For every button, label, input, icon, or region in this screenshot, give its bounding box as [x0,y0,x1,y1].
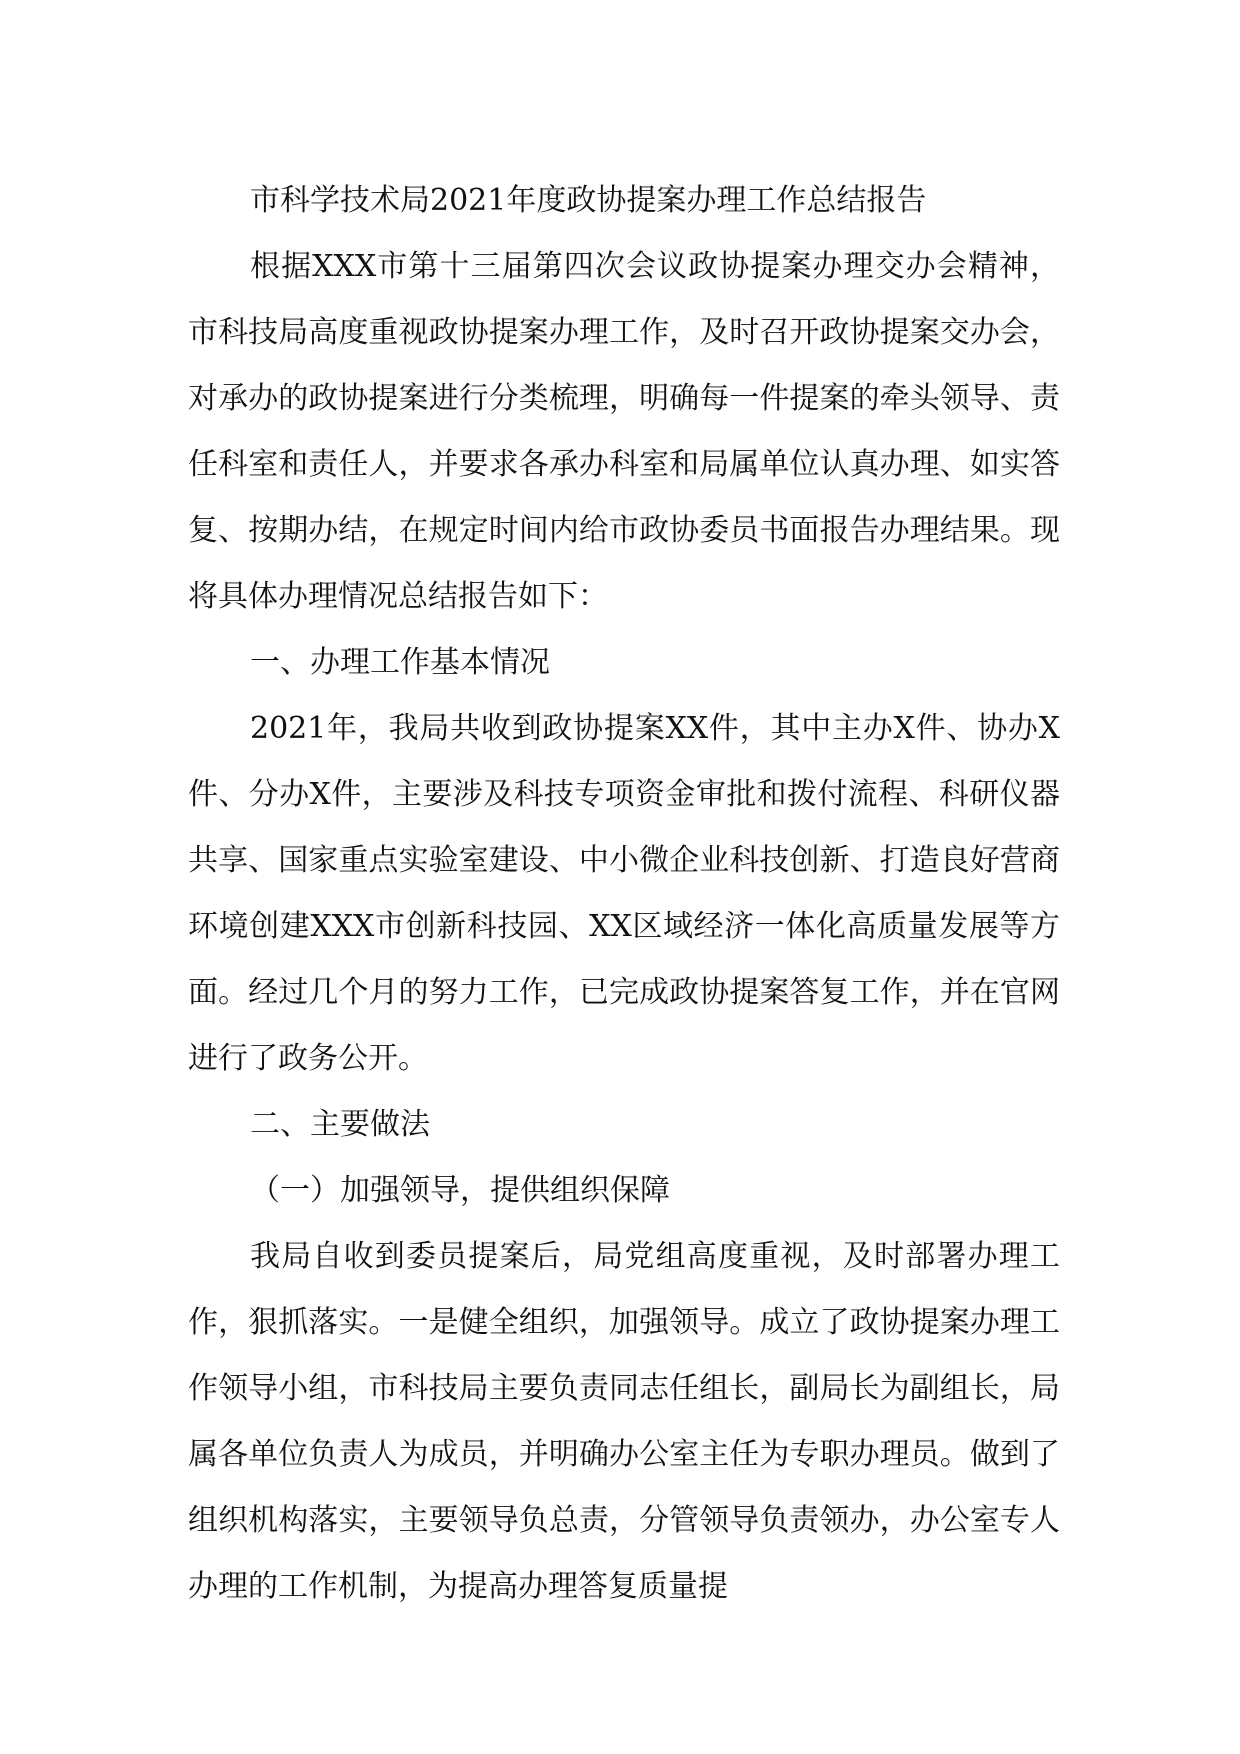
subsection-heading-1: （一）加强领导，提供组织保障 [250,1173,670,1208]
document-body [188,168,1060,1620]
section-heading-2: 二、主要做法 [250,1107,430,1142]
section-heading-1: 一、办理工作基本情况 [250,645,550,680]
paragraph-leadership: 我局自收到委员提案后，局党组高度重视，及时部署办理工作，狠抓落实。一是健全组织，加强领导。成立了政协提案办理工作领导小组，市科技局主要负责同志任组长，副局长为副组长，局属各单位负责人为成员，并明确办公室主任为专职办理员。做到了组织机构落实，主要领导负总责，分管领导负责领办，办公室专人办理的工作机制，为提高办理答复质量提 [188,1239,1060,1604]
paragraph-basic-situation: 2021年，我局共收到政协提案XX件，其中主办X件、协办X件、分办X件，主要涉及科技专项资金审批和拨付流程、科研仪器共享、国家重点实验室建设、中小微企业科技创新、打造良好营商环境创建XXX市创新科技园、XX区域经济一体化高质量发展等方面。经过几个月的努力工作，已完成政协提案答复工作，并在官网进行了政务公开。 [188,711,1060,1076]
document-title: 市科学技术局2021年度政协提案办理工作总结报告 [250,183,927,218]
paragraph-intro: 根据XXX市第十三届第四次会议政协提案办理交办会精神，市科技局高度重视政协提案办理工作，及时召开政协提案交办会，对承办的政协提案进行分类梳理，明确每一件提案的牵头领导、责任科室和责任人，并要求各承办科室和局属单位认真办理、如实答复、按期办结，在规定时间内给市政协委员书面报告办理结果。现将具体办理情况总结报告如下： [188,249,1060,614]
